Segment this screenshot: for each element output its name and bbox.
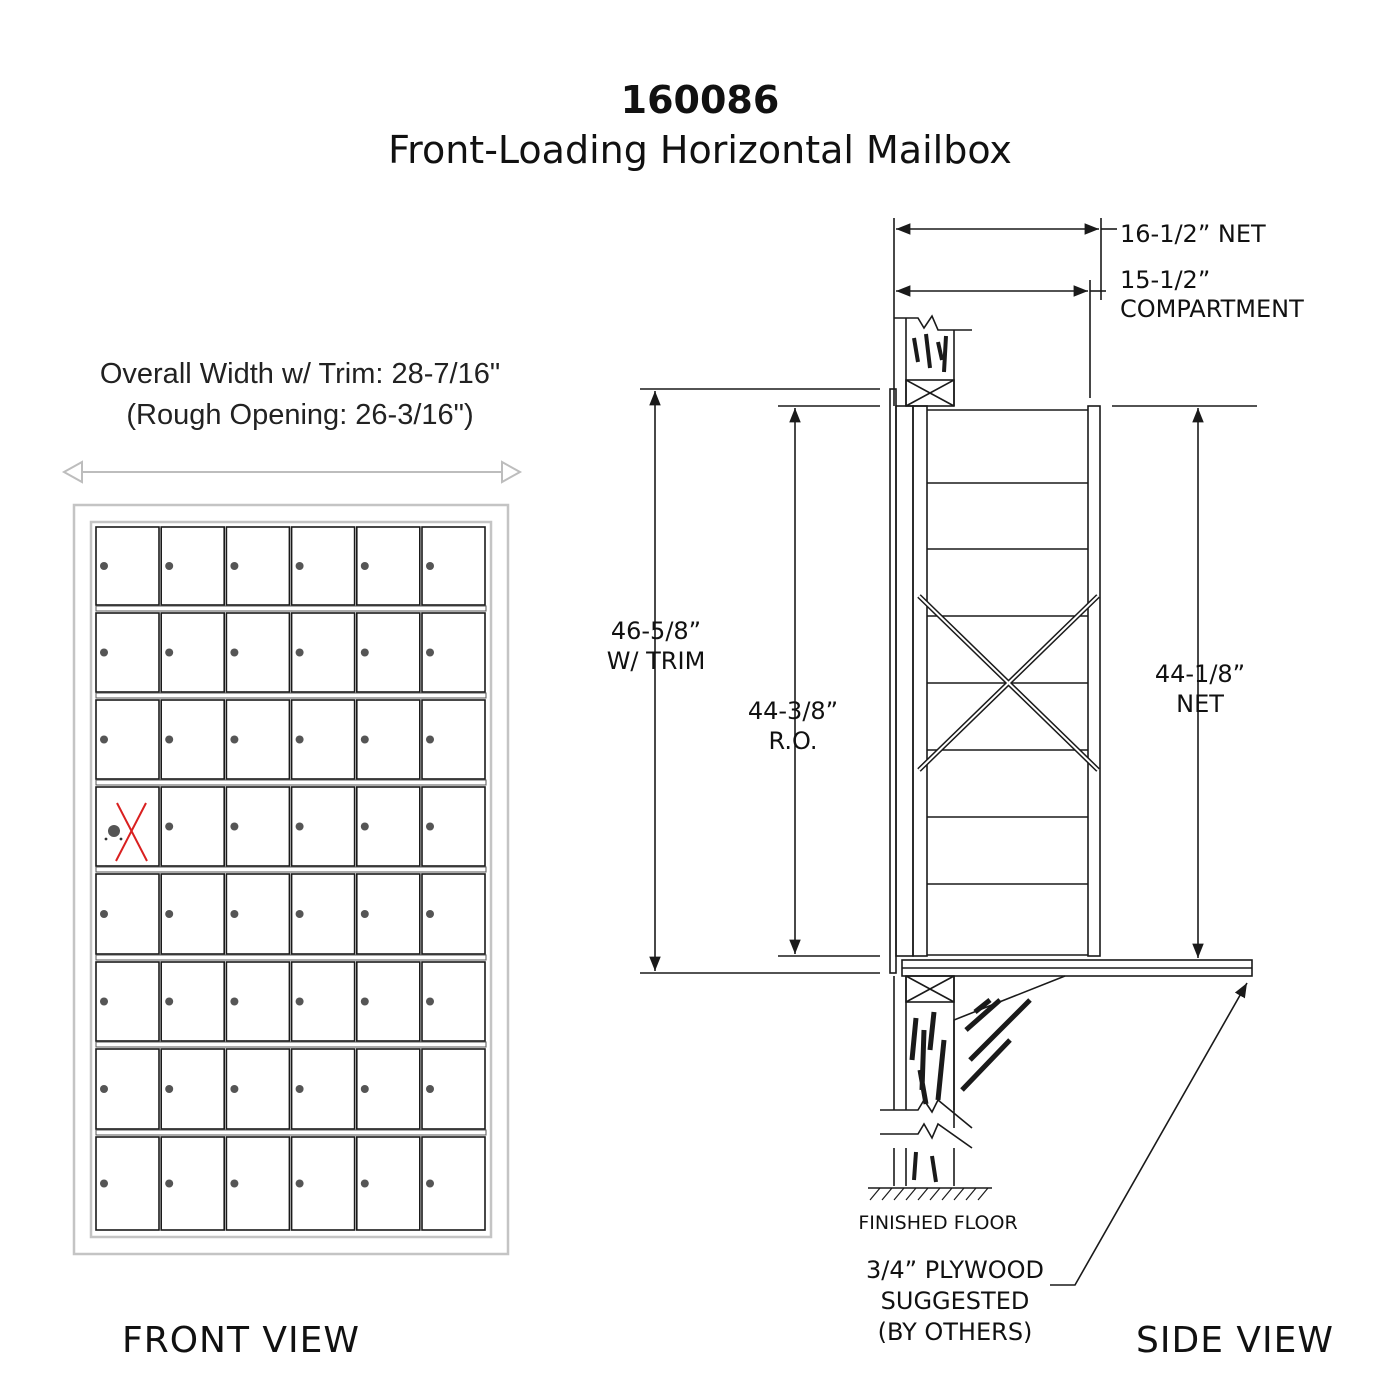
row-separator <box>96 1130 486 1135</box>
door-lock <box>165 823 173 831</box>
plywood-leader <box>1050 983 1247 1285</box>
door-lock <box>165 736 173 744</box>
door-lock <box>426 1085 434 1093</box>
dim-ro-label-1: 44-3/8” <box>747 697 839 725</box>
front-view-label: FRONT VIEW <box>122 1320 361 1361</box>
door-lock <box>165 1180 173 1188</box>
door-lock <box>296 823 304 831</box>
row-separator <box>96 780 486 785</box>
dim-net-depth-label: 16-1/2” NET <box>1120 220 1266 248</box>
door-lock <box>296 1180 304 1188</box>
plywood-label-3: (BY OTHERS) <box>877 1318 1033 1346</box>
master-keyhole-dot-2 <box>120 838 123 841</box>
door-lock <box>230 910 238 918</box>
model-number: 160086 <box>620 78 780 122</box>
door-lock <box>426 910 434 918</box>
door-lock <box>230 1085 238 1093</box>
door-lock <box>100 1085 108 1093</box>
door-lock <box>296 562 304 570</box>
door-lock <box>361 998 369 1006</box>
master-door-mark <box>105 803 147 861</box>
plywood-label-2: SUGGESTED <box>880 1287 1030 1315</box>
door-lock <box>100 1180 108 1188</box>
row-separator <box>96 693 486 698</box>
door-lock <box>100 910 108 918</box>
overall-width-note: Overall Width w/ Trim: 28-7/16" <box>99 358 501 390</box>
front-view-cabinet <box>74 505 508 1254</box>
door-lock <box>230 823 238 831</box>
row-separator <box>96 955 486 960</box>
door-lock <box>361 1085 369 1093</box>
row-separator <box>96 867 486 872</box>
door-lock <box>100 998 108 1006</box>
door-lock <box>361 910 369 918</box>
door-lock <box>230 1180 238 1188</box>
upper-wall-stud <box>894 316 972 406</box>
door-lock <box>296 736 304 744</box>
mailbox-door <box>96 787 159 866</box>
door-lock <box>230 649 238 657</box>
door-lock <box>296 998 304 1006</box>
door-lock <box>165 998 173 1006</box>
door-lock <box>165 1085 173 1093</box>
dim-trim-label-2: W/ TRIM <box>606 647 706 675</box>
door-lock <box>426 649 434 657</box>
dim-trim-label-1: 46-5/8” <box>610 617 702 645</box>
door-lock <box>100 736 108 744</box>
side-view-label: SIDE VIEW <box>1136 1320 1334 1361</box>
dim-ro-label-2: R.O. <box>768 727 818 755</box>
door-grid <box>96 527 486 1230</box>
product-title: Front-Loading Horizontal Mailbox <box>388 128 1012 172</box>
floor-hatch <box>870 1188 988 1200</box>
door-lock <box>426 998 434 1006</box>
plywood-label-1: 3/4” PLYWOOD <box>866 1256 1044 1284</box>
front-width-arrow <box>64 462 520 482</box>
door-lock <box>230 736 238 744</box>
door-lock <box>361 1180 369 1188</box>
door-lock <box>165 649 173 657</box>
dim-compartment-label-1: 15-1/2” <box>1120 266 1211 294</box>
door-lock <box>361 736 369 744</box>
door-lock <box>165 910 173 918</box>
door-lock <box>100 562 108 570</box>
door-lock <box>361 823 369 831</box>
door-lock <box>361 649 369 657</box>
door-lock <box>296 910 304 918</box>
dim-net-label-2: NET <box>1176 690 1224 718</box>
row-separator <box>96 606 486 611</box>
door-lock <box>230 562 238 570</box>
master-lock <box>108 825 120 837</box>
door-lock <box>230 998 238 1006</box>
door-lock <box>426 823 434 831</box>
cabinet-side <box>890 389 1100 973</box>
door-lock <box>100 649 108 657</box>
door-lock <box>361 562 369 570</box>
dim-net-label-1: 44-1/8” <box>1154 660 1246 688</box>
door-lock <box>426 562 434 570</box>
finished-floor-label: FINISHED FLOOR <box>858 1212 1018 1234</box>
dim-compartment-label-2: COMPARTMENT <box>1120 295 1304 323</box>
door-lock <box>296 1085 304 1093</box>
door-lock <box>165 562 173 570</box>
master-keyhole-dot-1 <box>105 838 108 841</box>
lower-wall-stud <box>880 976 1065 1186</box>
door-lock <box>426 1180 434 1188</box>
rough-opening-note: (Rough Opening: 26-3/16") <box>126 399 474 431</box>
door-lock <box>296 649 304 657</box>
row-separator <box>96 1042 486 1047</box>
door-lock <box>426 736 434 744</box>
